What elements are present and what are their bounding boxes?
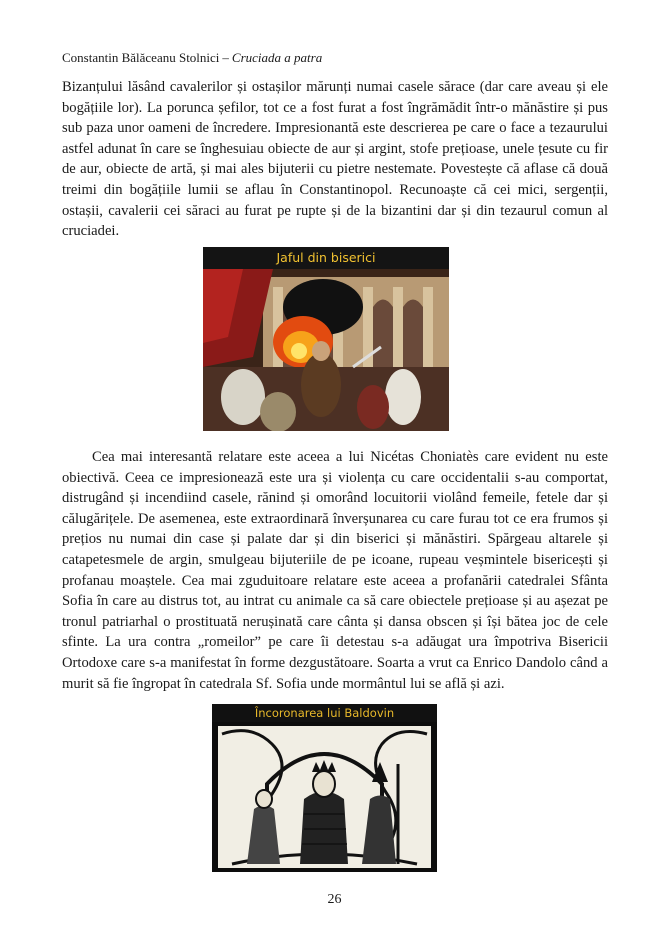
painting-illustration — [203, 247, 449, 431]
body-paragraph-1: Bizanțului lăsând cavalerilor și ostașilor mărunți numai casele sărace (dar care aveau și ele bogățiile lor). La porunca șefilor, tot ce a fost furat a fost îngrămădit într-o mănăstire și pus sub paza unor oameni de încredere. Impresionantă este descrierea pe care o face a tezaurului astfel adunat în care se înghesuiau obiecte de aur și argint, stofe prețioase, unele țesute cu fir de aur, obiecte de artă, și mai ales bijuterii cu pietre nestemate. Povestește că aflase că două treimi din bogățiile lumii se aflau în Constantinopol. Recunoaște că cei mici, sergenții, ostașii, cavalerii cei săraci au furat pe rupte și de la bizantini dar și din tezaurul comun al cruciadei. — [62, 79, 608, 240]
figure-coronation-baldwin — [212, 704, 437, 872]
page-number: 26 — [327, 892, 342, 907]
running-header — [62, 50, 322, 66]
engraving-illustration — [212, 704, 437, 872]
figure-caption: Jaful din biserici — [203, 247, 449, 269]
header-author: Constantin Bălăceanu Stolnici — [62, 50, 220, 65]
figure-caption: Încoronarea lui Baldovin — [212, 704, 437, 722]
header-book-title: Cruciada a patra — [231, 50, 323, 65]
figure-looting-churches — [203, 247, 449, 431]
header-separator: – — [222, 50, 229, 65]
body-paragraph-2: Cea mai interesantă relatare este aceea a lui Nicétas Choniatès care evident nu este obiectivă. Ceea ce impresionează este ura și violența cu care occidentalii s-au comportat, distrugând și incendiind casele, rănind și omorând locuitorii violând femeile, fetele dar și călugărițele. De asemenea, este extraordinară înverșunarea cu care furau tot ce era frumos și prețios nu numai din case și palate dar și din biserici și mănăstiri. Spărgeau altarele și catapetesmele de argin, smulgeau bijuteriile de pe icoane, rupeau veșmintele bisericești și profanau moaștele. Cea mai zguduitoare relatare este aceea a profanării catedralei Sfânta Sofia în care au distrus tot, au intrat cu animale ca să care obiectele prețioase și au așezat pe tronul patriarhal o prostituată nerușinată care cânta și dansa obscen și își bătea joc de cele sfinte. La ura contra „romeilor” pe care îi detestau s-a adăugat ura împotriva Bisericii Ortodoxe care s-a manifestat în forme dezgustătoare. Soarta a vrut ca Enrico Dandolo când a murit să fie îngropat în catedrala Sf. Sofia unde mormântul lui se află și azi. — [62, 449, 608, 692]
